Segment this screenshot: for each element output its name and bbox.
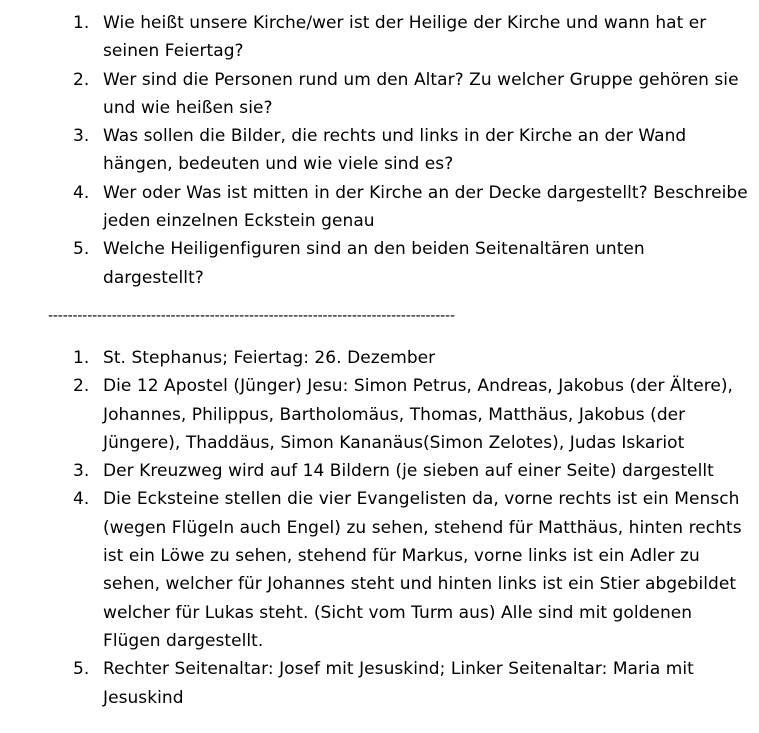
answer-text: Der Kreuzweg wird auf 14 Bildern (je sieben auf einer Seite) dargestellt bbox=[103, 461, 714, 482]
answer-text: Rechter Seitenaltar: Josef mit Jesuskind; Linker Seitenaltar: Maria mit Jesuskind bbox=[103, 659, 694, 708]
question-item bbox=[0, 122, 759, 179]
answer-text: Die 12 Apostel (Jünger) Jesu: Simon Petrus, Andreas, Jakobus (der Ältere), Johannes, Philippus, Bartholomäus, Thomas, Matthäus, Jakobus (der Jüngere), Thaddäus, Simon Kananäus(Simon Zelotes), Judas Iskariot bbox=[103, 376, 734, 453]
question-text: Welche Heiligenfiguren sind an den beiden Seitenaltären unten dargestellt? bbox=[103, 239, 645, 288]
question-text: Was sollen die Bilder, die rechts und links in der Kirche an der Wand hängen, bedeuten und wie viele sind es? bbox=[103, 126, 687, 175]
answer-item bbox=[0, 485, 759, 655]
answer-item bbox=[0, 655, 759, 712]
answer-text: Die Ecksteine stellen die vier Evangelisten da, vorne rechts ist ein Mensch (wegen Flügeln auch Engel) zu sehen, stehend für Matthäus, hinten rechts ist ein Löwe zu sehen, stehend für Markus, vorne links ist ein Adler zu sehen, welcher für Johannes steht und hinten links ist ein Stier abgebildet welcher für Lukas steht. (Sicht vom Turm aus) Alle sind mit goldenen Flügen dargestellt. bbox=[103, 489, 742, 651]
questions-list bbox=[0, 9, 759, 292]
question-item bbox=[0, 179, 759, 236]
answers-list bbox=[0, 344, 759, 712]
question-number: 1. bbox=[73, 13, 90, 33]
answer-item bbox=[0, 457, 759, 485]
answer-number: 4. bbox=[73, 489, 90, 510]
answer-number: 1. bbox=[73, 348, 90, 368]
answer-number: 3. bbox=[73, 461, 90, 482]
question-text: Wer sind die Personen rund um den Altar? Zu welcher Gruppe gehören sie und wie heißen sie? bbox=[103, 69, 739, 118]
question-text: Wie heißt unsere Kirche/wer ist der Heilige der Kirche und wann hat er seinen Feiertag? bbox=[103, 13, 707, 62]
question-item bbox=[0, 9, 759, 66]
answer-item bbox=[0, 344, 759, 372]
question-number: 3. bbox=[73, 126, 90, 147]
answer-number: 2. bbox=[73, 376, 90, 397]
question-item bbox=[0, 66, 759, 123]
answer-item bbox=[0, 372, 759, 457]
question-text: Wer oder Was ist mitten in der Kirche an der Decke dargestellt? Beschreibe jeden einzelnen Eckstein genau bbox=[103, 182, 748, 232]
question-number: 2. bbox=[73, 69, 90, 90]
answer-number: 5. bbox=[73, 659, 90, 680]
dashed-divider: ----------------------------------------------------------------------------------- bbox=[48, 308, 455, 324]
answer-text: St. Stephanus; Feiertag: 26. Dezember bbox=[103, 348, 436, 368]
question-number: 4. bbox=[73, 182, 90, 203]
question-number: 5. bbox=[73, 239, 90, 260]
question-item bbox=[0, 235, 759, 292]
